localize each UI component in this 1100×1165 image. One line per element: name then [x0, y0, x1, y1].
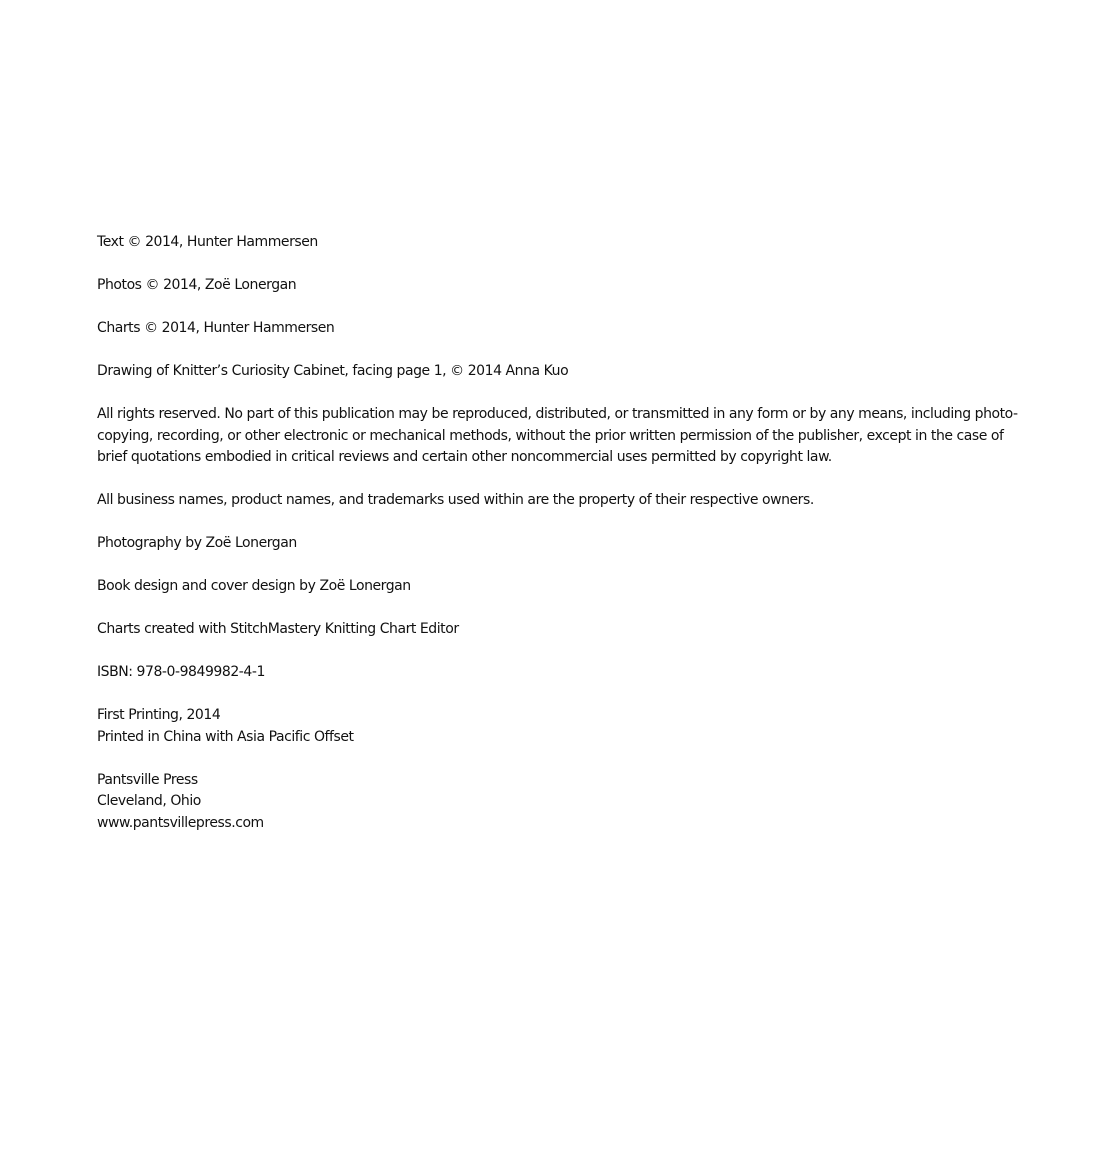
text-credit: Text © 2014, Hunter Hammersen: [97, 234, 318, 250]
isbn: ISBN: 978-0-9849982-4-1: [97, 664, 265, 680]
design-credit: Book design and cover design by Zoë Lonergan: [97, 578, 411, 594]
rights-reserved-notice: [97, 404, 1018, 469]
photography-credit: Photography by Zoë Lonergan: [97, 535, 297, 551]
trademarks-notice: All business names, product names, and trademarks used within are the property of their respective owners.: [97, 492, 814, 508]
printing-line: Printed in China with Asia Pacific Offset: [97, 728, 354, 745]
printing-info: [97, 705, 997, 748]
publisher-name: Pantsville Press: [97, 771, 198, 788]
printing-line: First Printing, 2014: [97, 707, 221, 723]
rights-reserved-line: All rights reserved. No part of this publication may be reproduced, distributed, or transmitted in any form or by any means, including photo-: [97, 406, 1018, 422]
charts-software-credit: Charts created with StitchMastery Knitting Chart Editor: [97, 621, 459, 637]
copyright-block: [97, 232, 1018, 856]
charts-credit: Charts © 2014, Hunter Hammersen: [97, 320, 335, 336]
publisher-info: [97, 770, 997, 835]
publisher-website: www.pantsvillepress.com: [97, 814, 264, 831]
photos-credit: Photos © 2014, Zoë Lonergan: [97, 277, 297, 293]
rights-reserved-line: brief quotations embodied in critical reviews and certain other noncommercial uses permitted by copyright law.: [97, 449, 832, 465]
rights-reserved-line: copying, recording, or other electronic or mechanical methods, without the prior written permission of the publisher, except in the case of: [97, 427, 1004, 444]
publisher-location: Cleveland, Ohio: [97, 793, 201, 809]
drawing-credit: Drawing of Knitter’s Curiosity Cabinet, facing page 1, © 2014 Anna Kuo: [97, 363, 569, 379]
